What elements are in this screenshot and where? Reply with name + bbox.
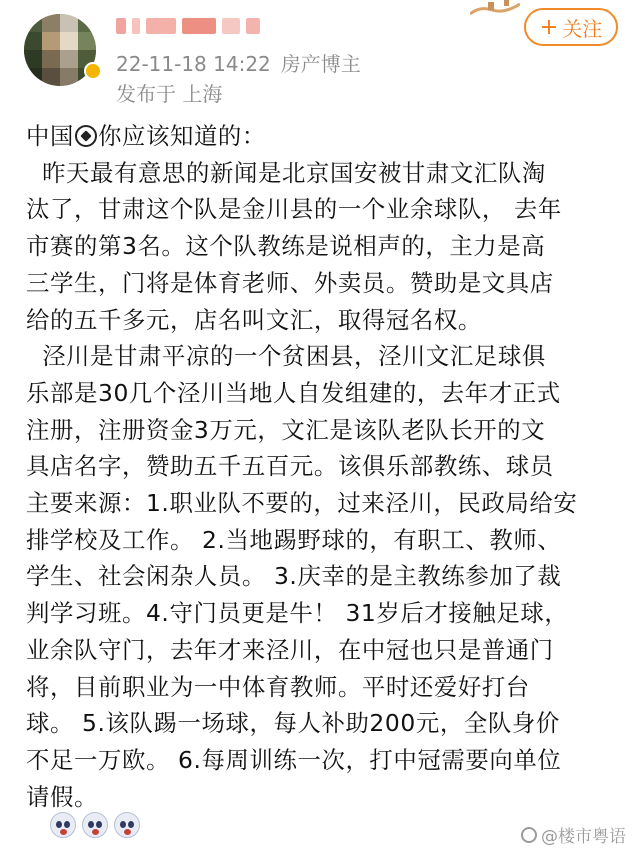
watermark-text: @楼市粤语	[541, 827, 626, 847]
avatar-pixel	[42, 68, 60, 86]
post-line: 排学校及工作。 2.当地踢野球的，有职工、教师、	[26, 525, 562, 554]
post-body	[26, 118, 622, 815]
post-line: 汰了，甘肃这个队是金川县的一个业余球队， 去年	[26, 195, 562, 224]
username-blur-block	[246, 18, 260, 34]
username-blur-block	[182, 18, 216, 34]
username-blur-block	[132, 18, 140, 34]
post-line: 泾川是甘肃平凉的一个贫困县，泾川文汇足球俱	[26, 342, 546, 371]
post-line: 昨天最有意思的新闻是北京国安被甘肃文汇队淘	[26, 158, 546, 187]
post-line: 请假。	[26, 782, 98, 811]
post-line: 具店名字，赞助五千五百元。该俱乐部教练、球员	[26, 452, 554, 481]
post-timestamp: 22-11-18 14:22	[116, 52, 271, 76]
username-blur-block	[222, 18, 240, 34]
watermark	[521, 822, 626, 847]
crying-face-icon	[114, 812, 140, 838]
post-line: 市赛的第3名。这个队教练是说相声的，主力是高	[26, 232, 546, 261]
avatar-pixel	[24, 32, 42, 50]
post-line: 三学生，门将是体育老师、外卖员。赞助是文具店	[26, 268, 554, 297]
soccer-ball-icon	[75, 125, 97, 147]
post-line: 业余队守门，去年才来泾川，在中冠也只是普通门	[26, 635, 554, 664]
post-line: 判学习班。4.守门员更是牛！ 31岁后才接触足球，	[26, 599, 569, 628]
post-line: 给的五千多元，店名叫文汇，取得冠名权。	[26, 305, 482, 334]
avatar-pixel	[78, 14, 96, 32]
post-line: 球。 5.该队踢一场球，每人补助200元，全队身价	[26, 709, 560, 738]
author-role: 房产博主	[280, 52, 361, 76]
post-line	[26, 118, 622, 155]
post-meta	[116, 48, 361, 77]
username-blurred[interactable]	[116, 14, 260, 38]
avatar-pixel	[24, 14, 42, 32]
avatar-pixel	[42, 14, 60, 32]
avatar-pixel	[60, 68, 78, 86]
great-wall-decoration-icon	[470, 0, 520, 18]
follow-label: 关注	[562, 16, 603, 41]
post-line: 主要来源：1.职业队不要的，过来泾川，民政局给安	[26, 489, 578, 518]
verified-badge-icon	[84, 62, 102, 80]
avatar-pixel	[24, 68, 42, 86]
post-line: 学生、社会闲杂人员。 3.庆幸的是主教练参加了裁	[26, 562, 562, 591]
avatar-pixel	[42, 32, 60, 50]
post-header	[0, 0, 640, 112]
post-line: 乐部是30几个泾川当地人自发组建的，去年才正式	[26, 378, 561, 407]
avatar-pixel	[60, 32, 78, 50]
post-line: 注册，注册资金3万元，文汇是该队老队长开的文	[26, 415, 546, 444]
post-line-text: 中国	[26, 122, 74, 150]
crying-face-icon	[82, 812, 108, 838]
plus-icon: +	[539, 14, 559, 40]
post-line-text: 你应该知道的：	[97, 122, 266, 150]
avatar-pixel	[60, 50, 78, 68]
avatar-pixel	[60, 14, 78, 32]
post-line: 不足一万欧。 6.每周训练一次，打中冠需要向单位	[26, 745, 562, 774]
avatar-pixel	[24, 50, 42, 68]
post-location: 发布于 上海	[116, 82, 223, 106]
username-blur-block	[116, 18, 126, 34]
crying-face-icon	[50, 812, 76, 838]
post-line: 将，目前职业为一中体育教师。平时还爱好打台	[26, 672, 530, 701]
avatar-pixel	[78, 32, 96, 50]
watermark-logo-icon	[521, 827, 537, 843]
emoji-row	[50, 812, 140, 838]
follow-button[interactable]	[524, 8, 618, 46]
avatar-pixel	[42, 50, 60, 68]
username-blur-block	[146, 18, 176, 34]
